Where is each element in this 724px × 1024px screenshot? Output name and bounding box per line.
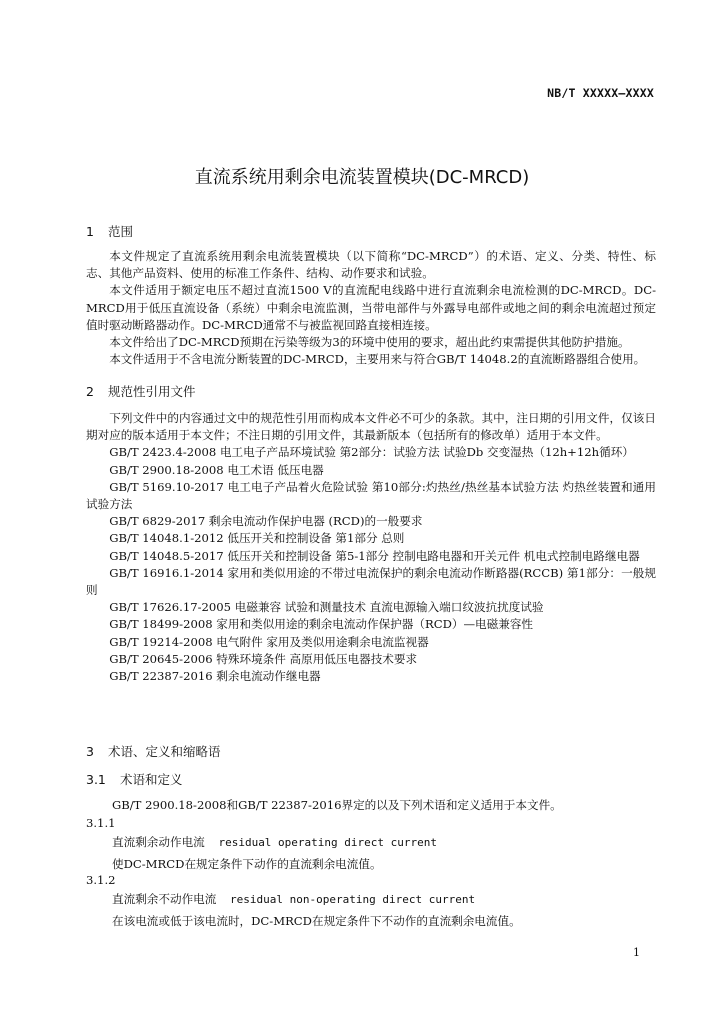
subsection-3-1-heading (86, 770, 183, 788)
section-1-body (86, 248, 656, 368)
term-number: 3.1.1 (86, 816, 116, 830)
reference-item: GB/T 14048.1-2012 低压开关和控制设备 第1部分 总则 (109, 531, 405, 546)
section-title: 范围 (107, 224, 133, 239)
section-number: 1 (86, 224, 94, 239)
subsection-number: 3.1 (86, 772, 106, 787)
section-2-body (86, 410, 656, 685)
section-2-heading (86, 382, 196, 400)
term-zh: 直流剩余不动作电流 (112, 892, 217, 906)
term-en: residual non-operating direct current (230, 893, 476, 906)
document-title: 直流系统用剩余电流装置模块(DC-MRCD) (194, 167, 530, 188)
standard-code: NB/T XXXXX—XXXX (547, 86, 654, 100)
term-en: residual operating direct current (218, 836, 437, 849)
reference-item: GB/T 2423.4-2008 电工电子产品环境试验 第2部分：试验方法 试验Db 交变湿热（12h+12h循环） (109, 445, 634, 460)
term-heading (112, 891, 475, 907)
section-title: 规范性引用文件 (107, 384, 196, 399)
term-zh: 直流剩余动作电流 (112, 835, 205, 849)
definitions-intro: GB/T 2900.18-2008和GB/T 22387-2016界定的以及下列术语和定义适用于本文件。 (112, 798, 562, 812)
reference-item: GB/T 18499-2008 家用和类似用途的剩余电流动作保护器（RCD）—电磁兼容性 (109, 617, 534, 632)
subsection-title: 术语和定义 (119, 772, 183, 787)
section-title: 术语、定义和缩略语 (107, 744, 221, 759)
reference-item: GB/T 6829-2017 剩余电流动作保护电器 (RCD)的一般要求 (109, 514, 423, 529)
reference-item: GB/T 2900.18-2008 电工术语 低压电器 (109, 462, 324, 477)
term-heading (112, 834, 437, 850)
reference-item: GB/T 19214-2008 电气附件 家用及类似用途剩余电流监视器 (109, 634, 429, 649)
section-3-heading (86, 742, 221, 760)
reference-item: GB/T 17626.17-2005 电磁兼容 试验和测量技术 直流电源输入端口纹波抗扰度试验 (109, 600, 544, 615)
reference-item: GB/T 14048.5-2017 低压开关和控制设备 第5-1部分 控制电路电器和开关元件 机电式控制电路继电器 (109, 548, 640, 563)
section-number: 2 (86, 384, 94, 399)
reference-item: GB/T 20645-2006 特殊环境条件 高原用低压电器技术要求 (109, 651, 418, 666)
term-definition: 使DC-MRCD在规定条件下动作的直流剩余电流值。 (112, 857, 382, 871)
term-number: 3.1.2 (86, 873, 116, 887)
reference-item: GB/T 22387-2016 剩余电流动作继电器 (109, 669, 321, 684)
paragraph: 下列文件中的内容通过文中的规范性引用而构成本文件必不可少的条款。其中，注日期的引用文件，仅该日期对应的版本适用于本文件；不注日期的引用文件，其最新版本（包括所有的修改单）适用于本文件。 (86, 411, 656, 443)
reference-item: GB/T 16916.1-2014 家用和类似用途的不带过电流保护的剩余电流动作断路器(RCCB) 第1部分：一般规则 (86, 565, 656, 598)
paragraph: 本文件适用于不含电流分断装置的DC-MRCD，主要用来与符合GB/T 14048.2的直流断路器组合使用。 (109, 352, 646, 367)
paragraph: 本文件适用于额定电压不超过直流1500 V的直流配电线路中进行直流剩余电流检测的DC-MRCD。DC-MRCD用于低压直流设备（系统）中剩余电流监测，当带电部件与外露导电部件或地之间的剩余电流超过预定值时驱动断路器动作。DC-MRCD通常不与被监视回路直接相连接。 (86, 283, 656, 332)
page-number: 1 (633, 946, 640, 959)
paragraph: 本文件规定了直流系统用剩余电流装置模块（以下简称“DC-MRCD”）的术语、定义、分类、特性、标志、其他产品资料、使用的标准工作条件、结构、动作要求和试验。 (86, 249, 656, 281)
term-definition: 在该电流或低于该电流时，DC-MRCD在规定条件下不动作的直流剩余电流值。 (112, 914, 521, 928)
paragraph: 本文件给出了DC-MRCD预期在污染等级为3的环境中使用的要求，超出此约束需提供其他防护措施。 (109, 335, 630, 350)
reference-item: GB/T 5169.10-2017 电工电子产品着火危险试验 第10部分:灼热丝/热丝基本试验方法 灼热丝装置和通用试验方法 (86, 479, 656, 512)
section-number: 3 (86, 744, 94, 759)
section-1-heading (86, 222, 133, 240)
